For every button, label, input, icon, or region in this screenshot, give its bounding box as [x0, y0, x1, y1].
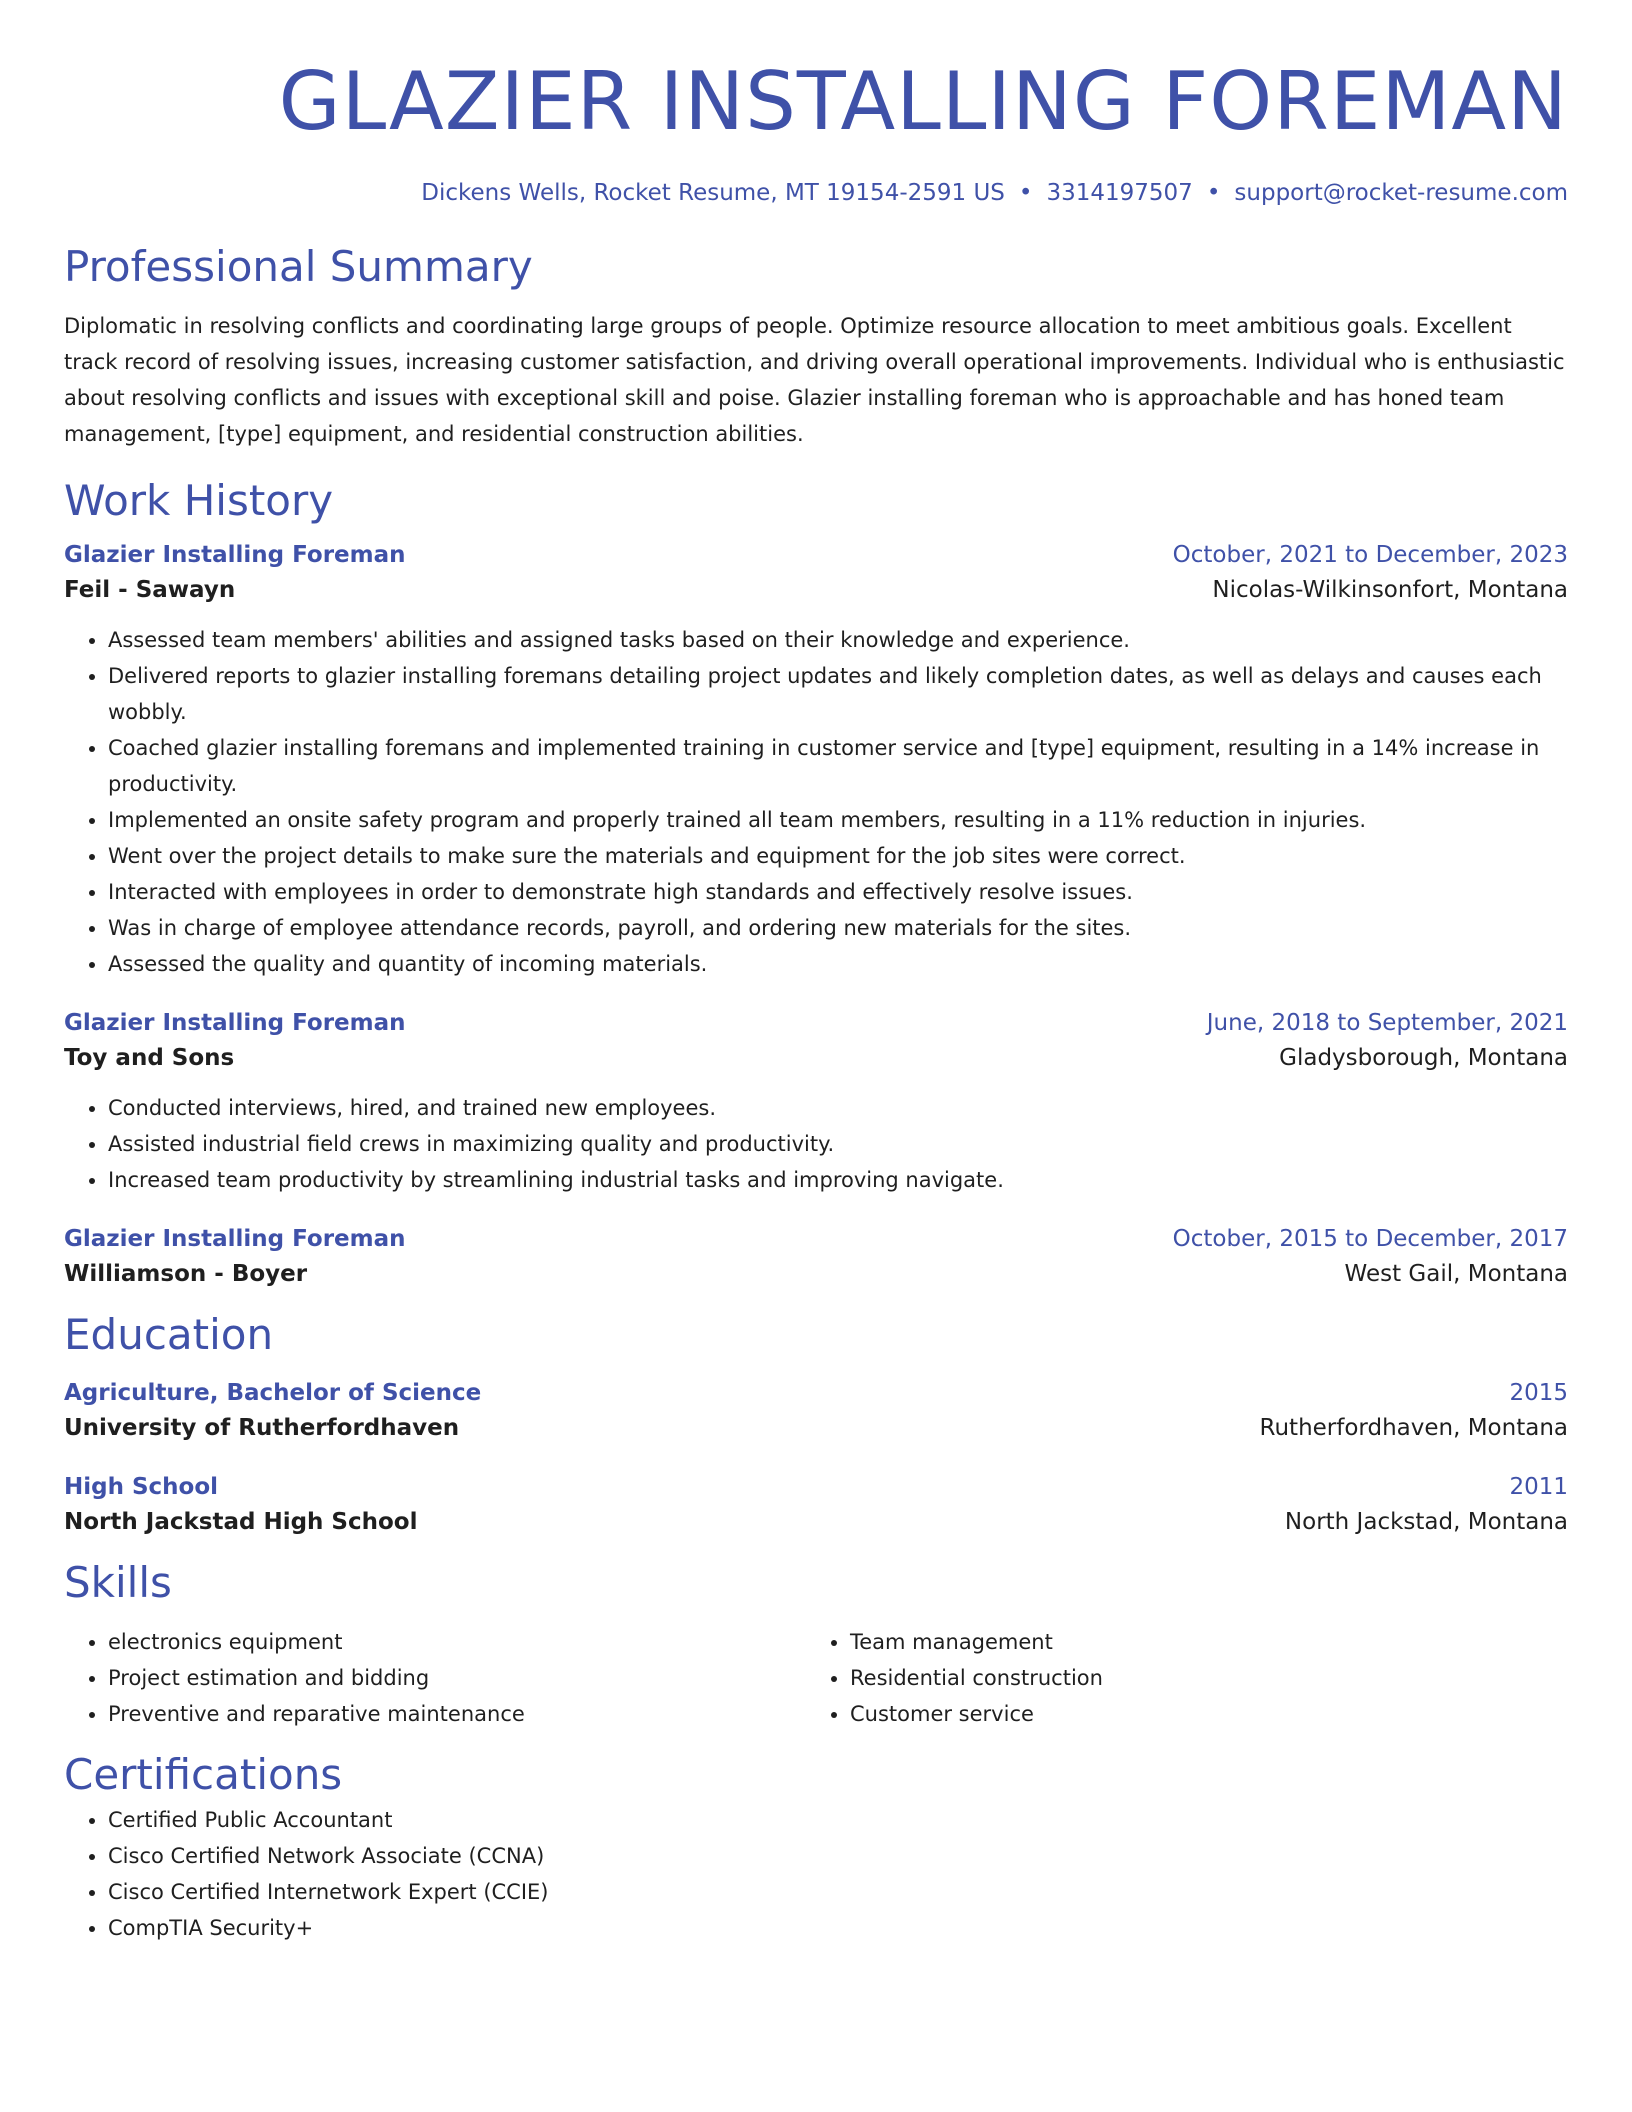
job-company-row — [64, 572, 1568, 608]
certifications-list — [64, 1802, 1568, 1946]
education-entry — [64, 1376, 1568, 1446]
job-dates: June, 2018 to September, 2021 — [1206, 1010, 1568, 1036]
certification-item: • Certified Public Accountant — [108, 1802, 1568, 1838]
job-entry — [64, 538, 1568, 982]
education-entry — [64, 1470, 1568, 1540]
job-company-row — [64, 1256, 1568, 1292]
skill-item: • Customer service — [850, 1696, 1548, 1732]
job-dates: October, 2015 to December, 2017 — [1172, 1226, 1568, 1252]
job-bullets — [64, 622, 1568, 982]
education-location: Rutherfordhaven, Montana — [1259, 1415, 1568, 1441]
job-bullet: • Increased team productivity by streamlining industrial tasks and improving navigate. — [108, 1162, 1568, 1198]
certifications-heading: Certifications — [64, 1750, 343, 1799]
skill-item: • electronics equipment — [108, 1624, 806, 1660]
job-company: Toy and Sons — [64, 1045, 235, 1071]
job-bullets — [64, 1090, 1568, 1198]
skills-list-left — [64, 1624, 806, 1732]
education-school: North Jackstad High School — [64, 1509, 418, 1535]
contact-separator: • — [1206, 180, 1221, 206]
education-location: North Jackstad, Montana — [1284, 1509, 1568, 1535]
skills-grid — [64, 1624, 1568, 1732]
skill-item: • Preventive and reparative maintenance — [108, 1696, 806, 1732]
certification-item: • Cisco Certified Network Associate (CCNA) — [108, 1838, 1568, 1874]
resume-page — [64, 0, 1568, 1946]
job-company-row — [64, 1040, 1568, 1076]
job-bullet: • Coached glazier installing foremans and implemented training in customer service and [type] equipment, resulting in a 14% increase in productivity. — [108, 730, 1568, 802]
job-location: Gladysborough, Montana — [1279, 1045, 1568, 1071]
education-year: 2015 — [1509, 1380, 1568, 1406]
education-degree-row — [64, 1376, 1568, 1410]
job-location: West Gail, Montana — [1344, 1261, 1568, 1287]
job-bullet: • Interacted with employees in order to demonstrate high standards and effectively resolve issues. — [108, 874, 1568, 910]
job-entry — [64, 1222, 1568, 1292]
contact-phone: 3314197507 — [1046, 180, 1193, 206]
contact-address: Dickens Wells, Rocket Resume, MT 19154-2591 US — [421, 180, 1005, 206]
job-bullet: • Delivered reports to glazier installing foremans detailing project updates and likely completion dates, as well as delays and causes each wobbly. — [108, 658, 1568, 730]
job-title-row — [64, 1006, 1568, 1040]
skills-list-right — [806, 1624, 1548, 1732]
education-school-row — [64, 1504, 1568, 1540]
education-degree: Agriculture, Bachelor of Science — [64, 1380, 482, 1406]
contact-separator: • — [1018, 180, 1033, 206]
education-school-row — [64, 1410, 1568, 1446]
job-company: Feil - Sawayn — [64, 577, 236, 603]
skill-item: • Team management — [850, 1624, 1548, 1660]
work-history-heading: Work History — [64, 476, 334, 525]
job-bullet: • Assessed the quality and quantity of incoming materials. — [108, 946, 1568, 982]
education-degree: High School — [64, 1474, 219, 1500]
job-title: Glazier Installing Foreman — [64, 1226, 406, 1252]
certification-item: • CompTIA Security+ — [108, 1910, 1568, 1946]
contact-line — [64, 176, 1568, 210]
job-bullet: • Went over the project details to make sure the materials and equipment for the job sites were correct. — [108, 838, 1568, 874]
education-degree-row — [64, 1470, 1568, 1504]
job-company: Williamson - Boyer — [64, 1261, 308, 1287]
job-location: Nicolas-Wilkinsonfort, Montana — [1212, 577, 1568, 603]
job-bullet: • Was in charge of employee attendance records, payroll, and ordering new materials for the sites. — [108, 910, 1568, 946]
job-bullet: • Assessed team members' abilities and assigned tasks based on their knowledge and experience. — [108, 622, 1568, 658]
contact-email[interactable]: support@rocket-resume.com — [1234, 180, 1568, 206]
skills-heading: Skills — [64, 1558, 172, 1607]
job-bullet: • Conducted interviews, hired, and trained new employees. — [108, 1090, 1568, 1126]
skill-item: • Project estimation and bidding — [108, 1660, 806, 1696]
education-heading: Education — [64, 1310, 274, 1359]
skill-item: • Residential construction — [850, 1660, 1548, 1696]
certification-item: • Cisco Certified Internetwork Expert (CCIE) — [108, 1874, 1568, 1910]
job-title: Glazier Installing Foreman — [64, 1010, 406, 1036]
job-title: Glazier Installing Foreman — [64, 542, 406, 568]
education-school: University of Rutherfordhaven — [64, 1415, 460, 1441]
resume-title: GLAZIER INSTALLING FOREMAN — [278, 55, 1568, 148]
summary-heading: Professional Summary — [64, 242, 533, 291]
job-dates: October, 2021 to December, 2023 — [1172, 542, 1568, 568]
education-year: 2011 — [1509, 1474, 1568, 1500]
job-entry — [64, 1006, 1568, 1198]
summary-text: Diplomatic in resolving conflicts and coordinating large groups of people. Optimize resource allocation to meet ambitious goals. Excellent track record of resolving issues, increasing customer satisfaction, and driving overall operational improvements. Individual who is enthusiastic about resolving conflicts and issues with exceptional skill and poise. Glazier installing foreman who is approachable and has honed team management, [type] equipment, and residential construction abilities. — [64, 314, 1565, 446]
job-title-row — [64, 1222, 1568, 1256]
job-title-row — [64, 538, 1568, 572]
job-bullet: • Implemented an onsite safety program and properly trained all team members, resulting in a 11% reduction in injuries. — [108, 802, 1568, 838]
job-bullet: • Assisted industrial field crews in maximizing quality and productivity. — [108, 1126, 1568, 1162]
